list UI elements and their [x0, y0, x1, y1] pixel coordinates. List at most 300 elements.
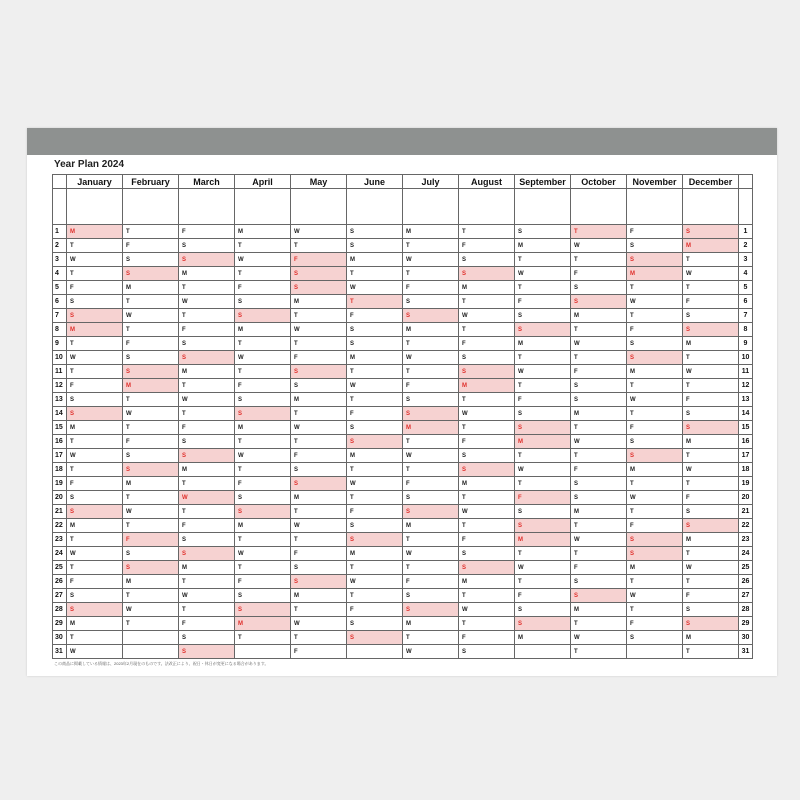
day-cell: F: [123, 239, 179, 253]
day-cell: F: [179, 225, 235, 239]
day-cell: S: [683, 421, 739, 435]
day-cell: S: [291, 281, 347, 295]
day-row: [53, 309, 753, 323]
day-cell: T: [403, 239, 459, 253]
day-cell: W: [347, 379, 403, 393]
day-cell: S: [683, 323, 739, 337]
day-cell: T: [683, 449, 739, 463]
day-number-left: 18: [53, 463, 67, 477]
memo-cell-october: [571, 189, 627, 225]
day-cell: T: [571, 645, 627, 659]
day-cell: S: [347, 323, 403, 337]
day-cell: F: [683, 491, 739, 505]
day-cell: S: [235, 295, 291, 309]
day-row: [53, 295, 753, 309]
day-cell: F: [571, 561, 627, 575]
day-cell: M: [515, 435, 571, 449]
day-cell: S: [459, 449, 515, 463]
day-cell: F: [67, 281, 123, 295]
day-cell: S: [67, 505, 123, 519]
day-cell: M: [571, 505, 627, 519]
day-cell: M: [67, 421, 123, 435]
day-cell: W: [571, 533, 627, 547]
day-cell: S: [571, 575, 627, 589]
day-cell: W: [179, 589, 235, 603]
day-cell: S: [403, 603, 459, 617]
day-cell: T: [67, 267, 123, 281]
day-cell: S: [179, 631, 235, 645]
day-cell: S: [291, 575, 347, 589]
day-cell: S: [347, 631, 403, 645]
day-number-right: 6: [739, 295, 753, 309]
corner-left: [53, 175, 67, 189]
day-cell: S: [515, 617, 571, 631]
day-cell: S: [627, 337, 683, 351]
day-cell: M: [459, 281, 515, 295]
day-cell: F: [347, 407, 403, 421]
day-cell: T: [403, 463, 459, 477]
day-cell: T: [67, 365, 123, 379]
day-cell: S: [627, 547, 683, 561]
day-number-right: 30: [739, 631, 753, 645]
day-cell: S: [67, 393, 123, 407]
day-cell: F: [515, 393, 571, 407]
day-cell: S: [571, 477, 627, 491]
day-cell: T: [235, 337, 291, 351]
day-cell: S: [459, 365, 515, 379]
day-cell: T: [67, 239, 123, 253]
day-cell: F: [291, 645, 347, 659]
day-cell: W: [515, 365, 571, 379]
day-cell: T: [179, 379, 235, 393]
day-number-right: 18: [739, 463, 753, 477]
day-cell: S: [459, 463, 515, 477]
day-cell: S: [683, 309, 739, 323]
day-cell: T: [67, 435, 123, 449]
day-cell: T: [347, 463, 403, 477]
day-row: [53, 323, 753, 337]
day-cell: M: [683, 337, 739, 351]
day-cell: S: [67, 295, 123, 309]
day-cell: T: [123, 323, 179, 337]
day-cell: S: [571, 491, 627, 505]
day-cell: S: [179, 435, 235, 449]
day-number-left: 4: [53, 267, 67, 281]
day-cell: F: [571, 267, 627, 281]
day-cell: T: [627, 575, 683, 589]
day-number-right: 19: [739, 477, 753, 491]
day-cell: T: [627, 379, 683, 393]
day-cell: T: [459, 519, 515, 533]
day-cell: W: [683, 365, 739, 379]
day-cell: F: [291, 351, 347, 365]
day-number-left: 27: [53, 589, 67, 603]
day-cell: T: [123, 225, 179, 239]
day-number-right: 3: [739, 253, 753, 267]
day-cell: T: [235, 533, 291, 547]
day-cell: W: [67, 645, 123, 659]
day-cell: W: [67, 449, 123, 463]
day-number-left: 13: [53, 393, 67, 407]
day-cell: W: [627, 491, 683, 505]
day-cell: T: [235, 463, 291, 477]
day-cell: S: [459, 547, 515, 561]
day-cell: F: [347, 309, 403, 323]
day-cell: S: [235, 407, 291, 421]
day-cell: S: [403, 589, 459, 603]
month-header-december: December: [683, 175, 739, 189]
day-cell: S: [235, 505, 291, 519]
memo-cell-september: [515, 189, 571, 225]
day-cell: M: [683, 435, 739, 449]
day-cell: S: [291, 463, 347, 477]
memo-cell-march: [179, 189, 235, 225]
day-cell: M: [627, 267, 683, 281]
day-row: [53, 393, 753, 407]
month-header-august: August: [459, 175, 515, 189]
day-cell: F: [235, 281, 291, 295]
day-cell: T: [235, 365, 291, 379]
day-cell: S: [179, 449, 235, 463]
day-cell: T: [67, 463, 123, 477]
day-cell: W: [683, 463, 739, 477]
day-cell: M: [179, 267, 235, 281]
day-number-right: 4: [739, 267, 753, 281]
day-cell: M: [571, 309, 627, 323]
day-cell: T: [235, 631, 291, 645]
day-row: [53, 435, 753, 449]
day-cell: S: [291, 267, 347, 281]
day-cell: T: [67, 533, 123, 547]
day-cell: T: [571, 323, 627, 337]
day-cell: F: [459, 239, 515, 253]
day-cell: F: [459, 435, 515, 449]
day-cell: T: [347, 393, 403, 407]
day-cell: T: [459, 225, 515, 239]
day-cell: M: [347, 547, 403, 561]
day-number-left: 14: [53, 407, 67, 421]
day-number-left: 30: [53, 631, 67, 645]
day-cell: F: [347, 505, 403, 519]
day-cell: S: [459, 267, 515, 281]
day-cell: W: [235, 449, 291, 463]
day-cell: T: [235, 267, 291, 281]
day-number-right: 12: [739, 379, 753, 393]
day-cell: T: [515, 253, 571, 267]
day-number-left: 17: [53, 449, 67, 463]
day-cell: T: [291, 505, 347, 519]
day-cell: T: [459, 589, 515, 603]
day-number-left: 29: [53, 617, 67, 631]
day-cell: F: [515, 589, 571, 603]
day-cell: S: [347, 421, 403, 435]
day-number-right: 13: [739, 393, 753, 407]
day-cell: M: [571, 407, 627, 421]
day-cell: T: [403, 365, 459, 379]
day-cell: S: [235, 393, 291, 407]
day-cell: M: [403, 421, 459, 435]
day-number-right: 2: [739, 239, 753, 253]
day-cell: S: [123, 463, 179, 477]
day-cell: M: [347, 253, 403, 267]
memo-cell-april: [235, 189, 291, 225]
day-cell: S: [571, 589, 627, 603]
day-cell: S: [235, 309, 291, 323]
day-cell: W: [291, 617, 347, 631]
day-cell: T: [403, 435, 459, 449]
day-cell: F: [627, 617, 683, 631]
day-cell: T: [627, 477, 683, 491]
day-number-right: 20: [739, 491, 753, 505]
day-cell: F: [515, 491, 571, 505]
day-cell: T: [291, 239, 347, 253]
day-cell: S: [683, 407, 739, 421]
day-cell: M: [403, 519, 459, 533]
day-cell: S: [403, 295, 459, 309]
day-cell: M: [627, 463, 683, 477]
day-cell: T: [571, 449, 627, 463]
day-number-left: 26: [53, 575, 67, 589]
day-cell: T: [571, 547, 627, 561]
day-number-left: 10: [53, 351, 67, 365]
day-cell: M: [123, 379, 179, 393]
day-cell: S: [627, 239, 683, 253]
day-cell: W: [683, 267, 739, 281]
day-cell: T: [291, 435, 347, 449]
day-cell: S: [67, 589, 123, 603]
day-cell: T: [179, 477, 235, 491]
day-number-left: 3: [53, 253, 67, 267]
day-cell: S: [571, 281, 627, 295]
day-cell: W: [123, 407, 179, 421]
day-cell: M: [67, 617, 123, 631]
day-cell: S: [627, 533, 683, 547]
day-cell: M: [67, 225, 123, 239]
day-row: [53, 547, 753, 561]
day-cell: T: [571, 225, 627, 239]
day-cell: T: [123, 519, 179, 533]
day-cell: F: [403, 281, 459, 295]
day-number-right: 27: [739, 589, 753, 603]
day-cell: W: [347, 281, 403, 295]
day-number-left: 22: [53, 519, 67, 533]
month-header-april: April: [235, 175, 291, 189]
day-cell: M: [403, 617, 459, 631]
day-cell: T: [291, 337, 347, 351]
day-cell: M: [403, 225, 459, 239]
day-number-right: 7: [739, 309, 753, 323]
day-number-right: 31: [739, 645, 753, 659]
day-number-right: 23: [739, 533, 753, 547]
day-cell: M: [123, 477, 179, 491]
day-row: [53, 225, 753, 239]
day-cell: M: [179, 365, 235, 379]
day-cell: S: [235, 603, 291, 617]
day-row: [53, 631, 753, 645]
day-cell: T: [291, 309, 347, 323]
day-number-right: 28: [739, 603, 753, 617]
day-cell: S: [347, 435, 403, 449]
day-cell: T: [459, 617, 515, 631]
day-cell: W: [291, 519, 347, 533]
day-cell: S: [403, 505, 459, 519]
day-cell: T: [67, 561, 123, 575]
day-row: [53, 267, 753, 281]
day-cell: W: [291, 421, 347, 435]
year-plan-table: [52, 174, 753, 659]
header-bar: [27, 128, 777, 155]
day-cell: W: [235, 253, 291, 267]
day-number-left: 11: [53, 365, 67, 379]
month-header-september: September: [515, 175, 571, 189]
day-cell: S: [403, 407, 459, 421]
day-row: [53, 519, 753, 533]
day-cell: M: [627, 561, 683, 575]
day-cell: W: [235, 351, 291, 365]
day-cell: F: [291, 547, 347, 561]
day-row: [53, 575, 753, 589]
day-cell: T: [179, 281, 235, 295]
day-cell: T: [627, 505, 683, 519]
memo-corner-right: [739, 189, 753, 225]
day-cell: W: [67, 351, 123, 365]
day-row: [53, 379, 753, 393]
page-title: Year Plan 2024: [54, 159, 125, 170]
day-cell: T: [67, 631, 123, 645]
day-cell: S: [627, 631, 683, 645]
day-cell: S: [347, 225, 403, 239]
month-header-february: February: [123, 175, 179, 189]
day-cell: S: [347, 239, 403, 253]
day-cell: S: [683, 505, 739, 519]
day-cell: S: [67, 309, 123, 323]
day-cell: W: [123, 505, 179, 519]
day-cell: [123, 645, 179, 659]
day-cell: W: [67, 547, 123, 561]
day-cell: M: [291, 589, 347, 603]
day-cell: M: [235, 225, 291, 239]
day-cell: S: [571, 295, 627, 309]
memo-cell-august: [459, 189, 515, 225]
memo-cell-january: [67, 189, 123, 225]
day-cell: T: [347, 589, 403, 603]
day-number-left: 5: [53, 281, 67, 295]
day-cell: S: [67, 491, 123, 505]
day-cell: T: [123, 393, 179, 407]
day-cell: M: [459, 477, 515, 491]
day-row: [53, 421, 753, 435]
day-cell: W: [571, 337, 627, 351]
day-cell: S: [683, 225, 739, 239]
day-cell: M: [67, 519, 123, 533]
day-row: [53, 561, 753, 575]
day-number-right: 21: [739, 505, 753, 519]
day-cell: T: [515, 281, 571, 295]
day-row: [53, 603, 753, 617]
day-row: [53, 589, 753, 603]
day-cell: F: [403, 477, 459, 491]
day-cell: S: [515, 603, 571, 617]
day-number-left: 24: [53, 547, 67, 561]
day-cell: T: [515, 575, 571, 589]
day-row: [53, 281, 753, 295]
day-cell: W: [347, 477, 403, 491]
day-cell: T: [515, 477, 571, 491]
month-header-june: June: [347, 175, 403, 189]
day-cell: M: [347, 351, 403, 365]
day-cell: S: [403, 491, 459, 505]
day-cell: S: [179, 239, 235, 253]
day-number-right: 15: [739, 421, 753, 435]
month-header-may: May: [291, 175, 347, 189]
day-cell: T: [459, 295, 515, 309]
day-cell: S: [123, 547, 179, 561]
day-cell: W: [459, 603, 515, 617]
day-cell: T: [291, 603, 347, 617]
day-cell: M: [515, 337, 571, 351]
day-number-left: 7: [53, 309, 67, 323]
day-cell: [347, 645, 403, 659]
day-cell: T: [683, 645, 739, 659]
day-cell: T: [683, 351, 739, 365]
day-cell: S: [123, 365, 179, 379]
day-number-right: 8: [739, 323, 753, 337]
day-cell: T: [403, 561, 459, 575]
day-cell: T: [627, 309, 683, 323]
day-cell: T: [123, 491, 179, 505]
day-cell: S: [291, 379, 347, 393]
day-row: [53, 491, 753, 505]
day-cell: S: [179, 337, 235, 351]
day-cell: W: [403, 645, 459, 659]
day-cell: F: [459, 337, 515, 351]
day-cell: T: [235, 239, 291, 253]
day-cell: T: [459, 421, 515, 435]
month-header-march: March: [179, 175, 235, 189]
day-cell: T: [179, 309, 235, 323]
day-cell: W: [571, 239, 627, 253]
day-cell: F: [67, 575, 123, 589]
day-cell: T: [179, 603, 235, 617]
day-cell: F: [459, 631, 515, 645]
day-cell: W: [627, 295, 683, 309]
day-cell: F: [571, 463, 627, 477]
day-row: [53, 253, 753, 267]
day-cell: T: [291, 631, 347, 645]
footnote: この商品に掲載している情報は、2023年2月現在のものです。法改正により、祝日・休日が変更になる場合があります。: [54, 661, 269, 666]
day-cell: M: [235, 519, 291, 533]
day-cell: T: [627, 281, 683, 295]
day-cell: F: [235, 477, 291, 491]
day-cell: F: [67, 477, 123, 491]
day-cell: M: [627, 365, 683, 379]
day-cell: S: [515, 505, 571, 519]
day-cell: F: [683, 393, 739, 407]
day-cell: [235, 645, 291, 659]
day-row: [53, 337, 753, 351]
day-cell: M: [459, 379, 515, 393]
day-cell: T: [347, 295, 403, 309]
day-cell: T: [459, 323, 515, 337]
day-cell: M: [179, 561, 235, 575]
day-cell: T: [179, 407, 235, 421]
day-number-left: 2: [53, 239, 67, 253]
day-cell: M: [403, 323, 459, 337]
day-cell: W: [179, 295, 235, 309]
month-header-july: July: [403, 175, 459, 189]
day-cell: S: [179, 547, 235, 561]
day-cell: S: [515, 519, 571, 533]
